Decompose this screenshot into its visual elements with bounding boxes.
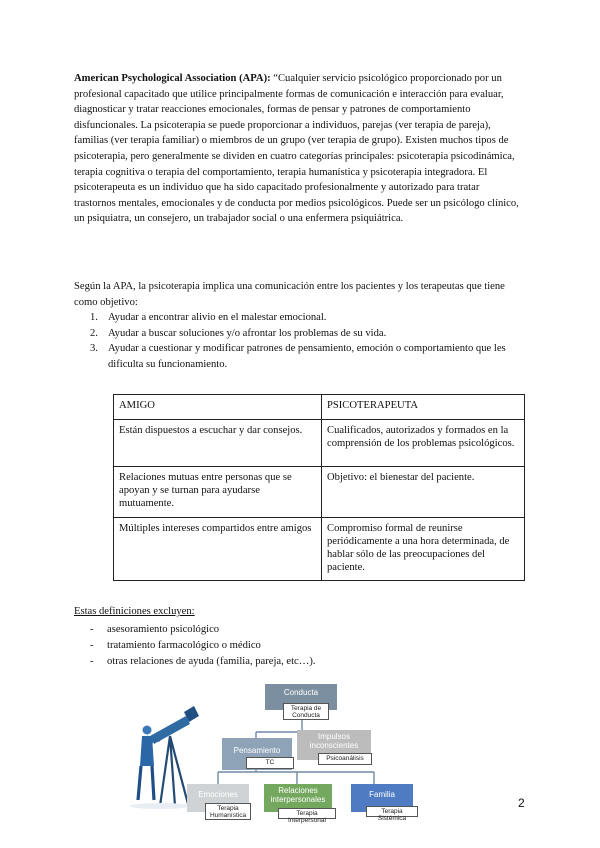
node-label: Relaciones interpersonales (270, 786, 326, 804)
apa-lead: American Psychological Association (APA): (74, 73, 271, 84)
header-therapist: PSICOTERAPEUTA (322, 395, 525, 420)
node-emociones-subtitle: Terapia Humanística (205, 803, 251, 820)
list-number: 2. (90, 327, 98, 339)
list-item (74, 654, 514, 670)
table-row (114, 420, 525, 467)
node-label: Impulsos inconscientes (309, 732, 359, 750)
list-item (74, 638, 514, 654)
list-item (74, 622, 514, 638)
objectives-list (74, 310, 524, 372)
list-number: 3. (90, 343, 98, 355)
apa-definition-paragraph (74, 71, 522, 227)
node-pensamiento-subtitle: TC (246, 757, 294, 769)
node-label: Conducta (283, 688, 319, 697)
table-cell: Múltiples intereses compartidos entre amigos (114, 517, 322, 581)
table-cell: Compromiso formal de reunirse periódicamente a una hora determinada, de hablar sólo de las preocupaciones del paciente. (322, 517, 525, 581)
table-row (114, 517, 525, 581)
list-dash: - (90, 640, 94, 651)
objectives-lead: Según la APA, la psicoterapia implica una comunicación entre los pacientes y los terapeutas que tiene como objetivo: (74, 281, 505, 308)
list-item-text: Ayudar a buscar soluciones y/o afrontar los problemas de su vida. (108, 327, 387, 339)
list-item-text: asesoramiento psicológico (107, 624, 220, 635)
header-friend: AMIGO (114, 395, 322, 420)
list-item-text: otras relaciones de ayuda (familia, pareja, etc…). (107, 656, 316, 667)
node-conducta-subtitle: Terapia de Conducta (283, 703, 329, 720)
node-label: Familia (369, 790, 395, 799)
list-item (74, 310, 524, 326)
table-cell: Objetivo: el bienestar del paciente. (322, 467, 525, 518)
list-item (74, 326, 524, 342)
exclusions-title: Estas definiciones excluyen: (74, 606, 195, 617)
friend-vs-therapist-table (113, 394, 525, 581)
list-dash: - (90, 656, 94, 667)
node-impulsos-subtitle: Psicoanálisis (318, 753, 372, 765)
node-label: Pensamiento (233, 746, 281, 755)
table-cell: Cualificados, autorizados y formados en la comprensión de los problemas psicológicos. (322, 420, 525, 467)
page-number: 2 (518, 796, 525, 810)
list-dash: - (90, 624, 94, 635)
node-label: Emociones (198, 790, 238, 799)
exclusions-list (74, 622, 514, 670)
node-relaciones-subtitle: Terapia Interpersonal (278, 808, 336, 819)
node-familia-subtitle: Terapia Sistémica (366, 806, 418, 817)
list-number: 1. (90, 312, 98, 323)
apa-definition-text: “Cualquier servicio psicológico proporcionado por un profesional capacitado que utilice principalmente formas de comunicación e interacción para evaluar, diagnosticar y tratar reacciones emocionales, formas de pensar y patrones de comportamiento disfuncionales. La psicoterapia se puede proporcionar a individuos, parejas (ver terapia de pareja), familias (ver terapia familiar) o miembros de un grupo (ver terapia de grupo). Existen muchos tipos de psicoterapia, pero generalmente se dividen en cuatro categorías principales: psicoterapia psicodinámica, terapia cognitiva o terapia del comportamiento, terapia humanística y psicoterapia integradora. El psicoterapeuta es un individuo que ha sido capacitado profesionalmente y autorizado para tratar trastornos mentales, emocionales y de conducta por medios psicológicos. Puede ser un psicólogo clínico, un psiquiatra, un consejero, un trabajador social o una enfermera psiquiátrica. (74, 73, 519, 225)
list-item-text: tratamiento farmacológico o médico (107, 640, 261, 651)
table-cell: Están dispuestos a escuchar y dar consejos. (114, 420, 322, 467)
list-item-text: Ayudar a cuestionar y modificar patrones de pensamiento, emoción o comportamiento que les dificulta su funcionamiento. (108, 343, 506, 370)
table-row (114, 467, 525, 518)
table-cell: Relaciones mutuas entre personas que se apoyan y se turnan para ayudarse mutuamente. (114, 467, 322, 518)
table-header-row (114, 395, 525, 420)
list-item-text: Ayudar a encontrar alivio en el malestar emocional. (108, 312, 327, 323)
list-item (74, 341, 524, 372)
